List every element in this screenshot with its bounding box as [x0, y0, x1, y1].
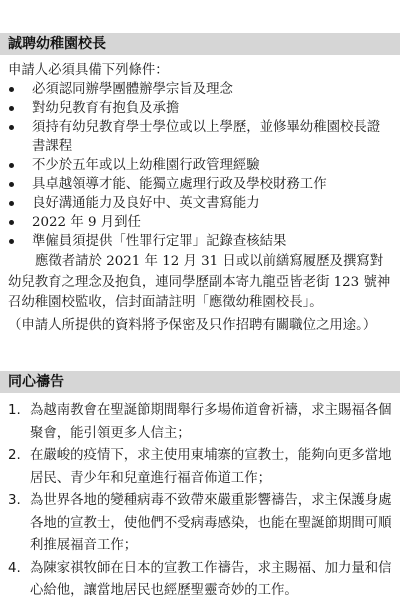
- requirement-text: 不少於五年或以上幼稚園行政管理經驗: [32, 158, 260, 173]
- bullet-icon: [9, 201, 14, 206]
- requirement-item: [8, 118, 392, 156]
- requirement-text: 具卓越領導才能、能獨立處理行政及學校財務工作: [32, 177, 327, 192]
- application-paragraph: 應徵者請於 2021 年 12 月 31 日或以前繕寫履歷及撰寫對幼兒教育之理念及抱負，連同學歷副本寄九龍亞皆老街 123 號神召幼稚園校監收，信封面請註明「應徵幼稚園校長」。: [8, 254, 391, 310]
- requirement-text: 準僱員須提供「性罪行定罪」記錄查核結果: [32, 234, 287, 249]
- requirement-text: 良好溝通能力及良好中、英文書寫能力: [32, 196, 260, 211]
- prayer-text: 為越南教會在聖誕節期間舉行多場佈道會祈禱，求主賜福各個聚會，能引領更多人信主；: [30, 403, 392, 441]
- prayer-number: 4.: [8, 560, 21, 576]
- bullet-icon: [9, 125, 14, 130]
- requirement-text: 2022 年 9 月到任: [32, 215, 141, 230]
- prayer-list: [8, 400, 392, 603]
- bullet-icon: [9, 182, 14, 187]
- prayer-text: 在嚴峻的疫情下，求主使用東埔寨的宣教士，能夠向更多當地居民、青少年和兒童進行福音佈道工作；: [30, 448, 392, 486]
- prayer-item: [8, 558, 392, 603]
- prayer-item: [8, 400, 392, 445]
- section-title: 誠聘幼稚園校長: [8, 36, 106, 52]
- bullet-icon: [9, 220, 14, 225]
- prayer-number: 3.: [8, 493, 21, 508]
- bullet-icon: [9, 87, 14, 92]
- prayer-number: 1.: [8, 403, 21, 418]
- prayer-section: [8, 400, 392, 603]
- requirement-item: [8, 194, 392, 213]
- bullet-icon: [9, 239, 14, 244]
- requirement-item: [8, 213, 392, 232]
- bullet-icon: [9, 106, 14, 111]
- prayer-text: 為陳家祺牧師在日本的宣教工作禱告，求主賜福、加力量和信心給他，讓當地居民也經歷聖靈奇妙的工作。: [30, 560, 392, 598]
- requirement-item: [8, 156, 392, 175]
- prayer-item: [8, 445, 392, 490]
- prayer-item: [8, 490, 392, 558]
- requirements-list: [8, 80, 392, 251]
- section-title: 同心禱告: [8, 374, 64, 390]
- recruitment-section: [8, 61, 392, 335]
- privacy-note: （申請人所提供的資料將予保密及只作招聘有關職位之用途。）: [8, 317, 377, 333]
- requirement-text: 必須認同辦學團體辦學宗旨及理念: [32, 82, 233, 97]
- section-header-prayer: [0, 371, 400, 393]
- requirement-text: 須持有幼兒教育學士學位或以上學歷，並修畢幼稚園校長證書課程: [32, 120, 381, 154]
- requirement-text: 對幼兒教育有抱負及承擔: [32, 101, 180, 116]
- requirement-item: [8, 232, 392, 251]
- bullet-icon: [9, 163, 14, 168]
- prayer-text: 為世界各地的變種病毒不致帶來嚴重影響禱告，求主保護身處各地的宣教士，使他們不受病毒感染，也能在聖誕節期間可順利推展福音工作；: [30, 493, 392, 553]
- requirement-item: [8, 99, 392, 118]
- requirement-item: [8, 80, 392, 99]
- section-header-recruitment: [0, 33, 400, 55]
- requirements-intro: 申請人必須具備下列條件：: [8, 63, 169, 78]
- prayer-number: 2.: [8, 448, 21, 463]
- requirement-item: [8, 175, 392, 194]
